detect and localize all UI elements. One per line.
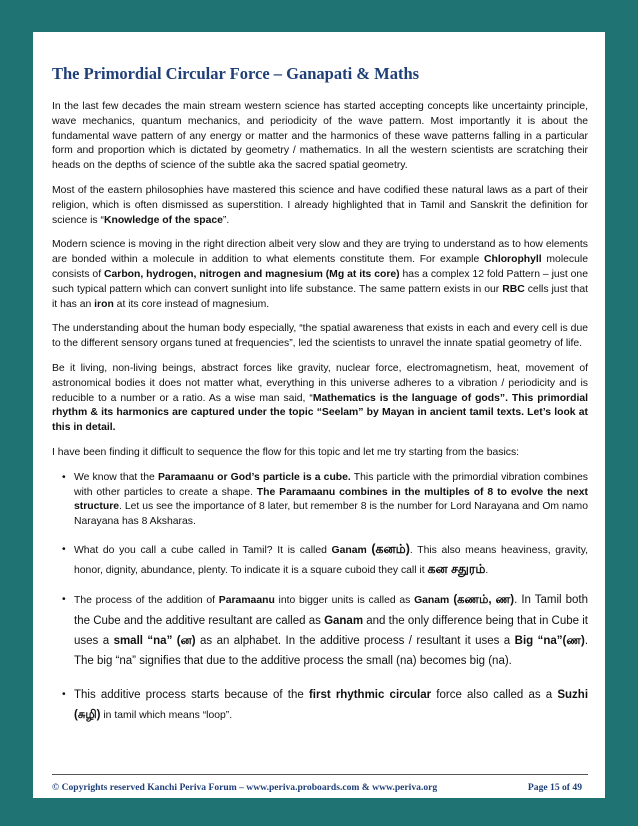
footer-divider (52, 774, 588, 775)
list-item-ganam-cube: • What do you call a cube called in Tamil? It is called Ganam (கனம்). This also means heaviness, gravity, honor, dignity, abundance, plenty. To indicate it is a square cuboid they call it கன சதுரம். (74, 540, 588, 580)
page-content (52, 64, 588, 736)
paragraph-eastern-philosophies: Most of the eastern philosophies have mastered this science and have codified these natural laws as a part of their religion, which is often dismissed as superstition. I already highlighted that in Tamil and Sanskrit the definition for science is “Knowledge of the space”. (52, 184, 588, 226)
list-item-suzhi: • This additive process starts because of the first rhythmic circular force also called as a Suzhi (சுழி) in tamil which means “loop”. (74, 685, 588, 726)
bullet-list (52, 471, 588, 726)
list-item-ganam-addition: • The process of the addition of Paramaanu into bigger units is called as Ganam (கணம், ண). In Tamil both the Cube and the additive resultant are called as Ganam and the only difference being that in Cube it uses a small “na” (ன) as an alphabet. In the additive process / resultant it uses a Big “na”(ண). The big “na” signifies that due to the additive process the small (na) becomes big (na). (74, 590, 588, 671)
paragraph-vibration: Be it living, non-living beings, abstract forces like gravity, nuclear force, electromagnetism, heat, movement of astronomical bodies it does not matter what, everything in this universe adheres to a vibration / periodicity and is reducible to a number or a ratio. As a wise man said, “Mathematics is the language of gods”. This primordial rhythm & its harmonics are captured under the topic “Seelam” by Mayan in ancient tamil texts. Let’s look at this in detail. (52, 362, 588, 434)
paragraph-basics: I have been finding it difficult to sequence the flow for this topic and let me try starting from the basics: (52, 446, 520, 458)
document-page (33, 32, 605, 798)
paragraph-human-body: The understanding about the human body especially, “the spatial awareness that exists in each and every cell is due to the different sensory organs tuned at frequencies”, led the scientists to unravel the innate spatial geometry of life. (52, 323, 588, 350)
paragraph-modern-science: Modern science is moving in the right direction albeit very slow and they are trying to understand as to how elements are bonded within a molecule in addition to what elements constitute them. For example Chlorophyll molecule consists of Carbon, hydrogen, nitrogen and magnesium (Mg at its core) has a complex 12 fold Pattern – just one such typical pattern which can convert sunlight into life substance. The same pattern exists in our RBC cells just that it has an iron at its core instead of magnesium. (52, 239, 588, 310)
page-title: The Primordial Circular Force – Ganapati & Maths (52, 64, 420, 83)
page-number: Page 15 of 49 (527, 782, 582, 793)
page-footer (52, 782, 588, 793)
footer-copyright: © Copyrights reserved Kanchi Periva Forum – www.periva.proboards.com & www.periva.org (52, 782, 438, 793)
paragraph-intro: In the last few decades the main stream western science has started accepting concepts like uncertainty principle, wave mechanics, quantum mechanics, and periodicity of the wave pattern. Most importantly it is about the fundamental wave pattern of any energy or matter and the harmonics of these wave patterns falling in a particular form and proportion which is dictated by geometry / mathematics. In all the western scientists are scratching their heads on the depths of science of the subtle aka the sacred spatial geometry. (52, 101, 588, 172)
list-item-paramaanu: • We know that the Paramaanu or God’s particle is a cube. This particle with the primordial vibration combines with other particles to create a shape. The Paramaanu combines in the multiples of 8 to evolve the next structure. Let us see the importance of 8 later, but remember 8 is the number for Lord Narayana and Om namo Narayana has 8 Aksharas. (74, 471, 588, 530)
